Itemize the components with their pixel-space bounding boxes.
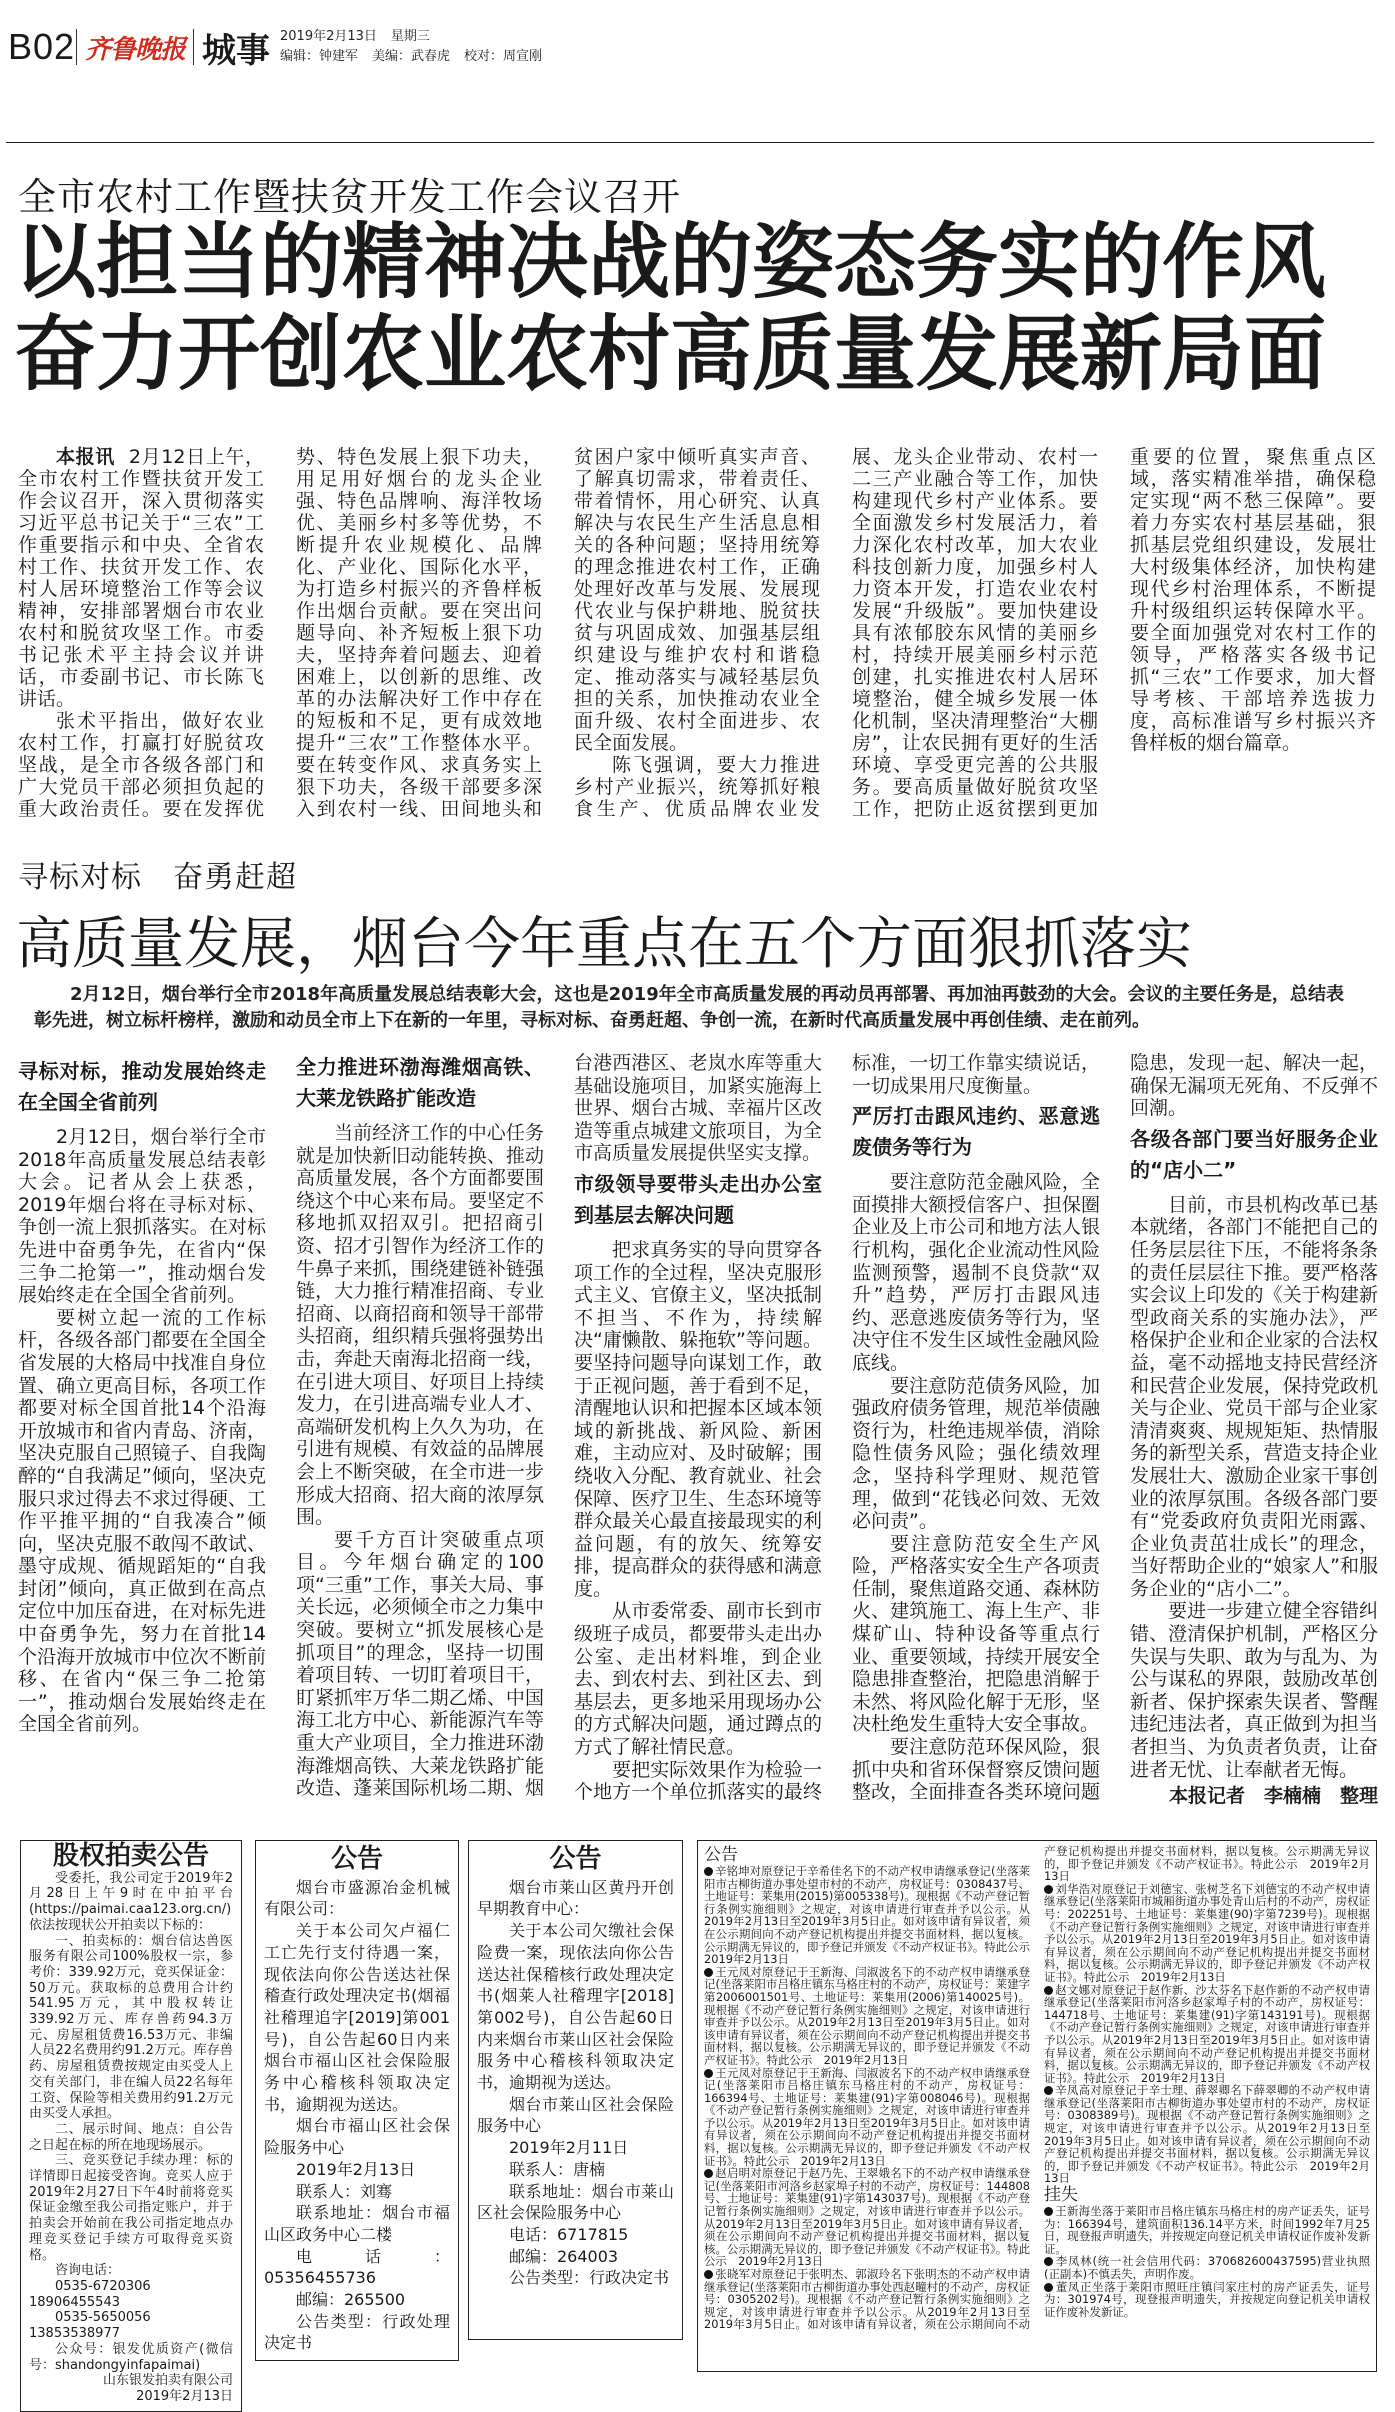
proofreader-credit: 校对：周宣刚 (464, 49, 543, 64)
article2-paragraph: 把求真务实的导向贯穿各项工作的全过程，坚决克服形式主义、官僚主义，坚决抵制不担当、不作为，持续解决“庸懒散、躲拖软”等问题。要坚持问题导向谋划工作，敢于正视问题，善于看到不足，清醒地认识和把握本区域本领域的新挑战、新风险、新困难，主动应对、及时破解；围绕收入分配、教育就业、社会保障、医疗卫生、生态环境等群众最关心最直接最现实的利益问题，有的放矢、统筹安排，提高群众的获得感和满意度。 (574, 1238, 822, 1600)
auction-date: 2019年2月13日 (136, 2388, 233, 2404)
notice-paragraph: 烟台市福山区社会保险服务中心 (264, 2116, 450, 2158)
classifieds-heading-notice: 公告 (704, 1845, 738, 1865)
notice-paragraph: 邮编：265500 (296, 2290, 406, 2310)
notice-paragraph-list (477, 1877, 674, 2289)
divider (193, 29, 194, 65)
notice-paragraph: 公告类型：行政处理决定书 (264, 2311, 450, 2353)
notice-paragraph: 三、竞买登记手续办理：标的详情即日起接受咨询。竞买人应于2019年2月27日下午4时前将竞买保证金缴至我公司指定账户，并于拍卖会开始前在我公司指定地点办理竞买登记手续方可取得竞买资格。 (29, 2153, 233, 2263)
lost-item (1044, 2255, 1370, 2280)
item-text: 王元凤对原登记于王新海、闫淑波名下的不动产权申请继承登记(坐落莱阳市吕格庄镇东马格庄村的不动产，房权证号：166394号、土地证号：莱集建(91)字第008046号)。现根据《不动产登记暂行条例实施细则》之规定，对该申请进行审查并予以公示。从2019年2月13日至2019年3月5日止。如对该申请有异议者，须在公示期间向不动产登记机构提出并提交书面材料，据以复核。公示期满无异议的，即予登记并颁发《不动产权证书》。特此公示 2019年2月13日 (704, 2065, 1030, 2168)
notice-paragraph: 电话：05356455736 (264, 2246, 450, 2288)
issue-weekday: 星期三 (390, 29, 430, 44)
bullet-icon (1044, 2283, 1053, 2292)
notice-paragraph: 关于本公司欠缴社会保险费一案，现依法向你公告送达社保稽核行政处理决定书(烟莱人社稽理字[2018]第002号)，自公告起60日内来烟台市莱山区社会保险服务中心稽核科领取决定书，逾期视为送达。 (477, 1921, 674, 2093)
bullet-icon (704, 1867, 713, 1876)
item-text: 辛铭坤对原登记于辛希佳名下的不动产权申请继承登记(坐落莱阳市古柳街道办事处望市村的不动产，房权证号：0308437号、土地证号：莱集用(2015)第005338号)。现根据《不动产登记暂行条例实施细则》之规定，对该申请进行审查并予以公示。从2019年2月13日至2019年3月5日止。如对该申请有异议者，须在公示期间向不动产登记机构提出并提交书面材料，据以复核。公示期满无异议的，即予登记并颁发《不动产权证书》。特此公示 2019年2月13日 (704, 1864, 1042, 1967)
subhead: 寻标对标，推动发展始终走在全国全省前列 (18, 1059, 266, 1114)
article2-intro (34, 982, 1344, 1034)
notice-paragraph: 2019年2月13日 (296, 2159, 416, 2179)
issue-meta (280, 27, 556, 67)
notice-paragraph: 电话：6717815 (509, 2224, 629, 2244)
article1-body (18, 446, 1376, 820)
article2-paragraph: 从市委常委、副市长到市级班子成员，都要带头走出办公室、走出材料堆，到企业去、到农村去、到社区去、到基层去，更多地采用现场办公的方式解决问题，通过蹲点的方式了解社情民意。 (574, 1600, 822, 1759)
article2-paragraph: 当前经济工作的中心任务就是加快新旧动能转换、推动高质量发展，各个方面都要围绕这个中心来布局。要坚定不移地抓双招双引。把招商引资、招才引智作为经济工作的牛鼻子来抓，围绕建链补链强链，大力推行精准招商、专业招商、以商招商和领导干部带头招商，组织精兵强将强势出击，奔赴天南海北招商一线，在引进大项目、好项目上持续发力，在引进高端专业人才、高端研发机构上久久为功，在引进有规模、有效益的品牌展会上不断突破，在全市进一步形成大招商、招大商的浓厚氛围。 (296, 1122, 544, 1529)
classified-item (1044, 2084, 1370, 2185)
article2-paragraph: 2月12日，烟台举行全市2018年高质量发展总结表彰大会。记者从会上获悉，2019年烟台将在寻标对标、争创一流上狠抓落实。在对标先进中奋勇争先，在省内“保三争二抢第一”，推动烟台发展始终走在全国全省前列。 (18, 1126, 266, 1307)
article2-paragraph: 要树立起一流的工作标杆，各级各部门都要在全国全省发展的大格局中找准自身位置、确立更高目标，各项工作都要对标全国首批14个沿海开放城市和省内青岛、济南，坚决克服自己照镜子、自我陶醉的“自我满足”倾向，坚决克服只求过得去不求过得硬、工作平推平拥的“自我凑合”倾向，坚决克服不敢闯不敢试、墨守成规、循规蹈矩的“自我封闭”倾向，真正做到在高点定位中加压奋进，在对标先进中奋勇争先，努力在首批14个沿海开放城市中位次不断前移、在省内“保三争二抢第一”，推动烟台发展始终走在全国全省前列。 (18, 1306, 266, 1736)
subhead: 全力推进环渤海潍烟高铁、大莱龙铁路扩能改造 (296, 1055, 544, 1110)
article1-headline-line1: 以担当的精神决战的姿态务实的作风 (14, 215, 1327, 310)
classified-item (704, 1864, 1042, 1967)
article2-headline: 高质量发展，烟台今年重点在五个方面狠抓落实 (16, 912, 1192, 977)
header-rule (6, 142, 1374, 143)
subhead: 各级各部门要当好服务企业的“店小二” (1130, 1126, 1378, 1182)
newspaper-logo: 齐鲁晚报 (85, 34, 186, 65)
page-header (8, 26, 556, 71)
bullet-icon (1044, 2086, 1053, 2095)
byline: 本报记者 李楠楠 整理 (1168, 1785, 1378, 1808)
notice-title: 股权拍卖公告 (52, 1841, 209, 1871)
classified-item (1044, 1984, 1370, 2085)
divider (76, 29, 77, 65)
article2-paragraph: 要千方百计突破重点项目。今年烟台确定的100项“三重”工作，事关大局、事关长远，必须倾全市之力集中突破。要树立“抓发展核心是抓项目”的理念，坚持一切围着项目转、一切盯着项目干，盯紧抓牢万华二期乙烯、中国海工北方中心、新能源汽车等重大产业项目，全力推进环渤海潍烟高铁、大莱龙铁路扩能改造、蓬莱国际机场二期、烟台港西港区、老岚水库等重大基础设施项目，加紧实施海上世界、烟台古城、幸福片区改造等重点城建文旅项目，为全市高质量发展提供坚实支撑。 (296, 1052, 822, 1800)
art-editor-credit: 美编：武春虎 (372, 49, 451, 64)
article2-paragraph-list (1130, 1194, 1378, 1781)
bullet-icon (1044, 1885, 1053, 1894)
article1-paragraph: 张术平指出，做好农业农村工作，打赢打好脱贫攻坚战，是全市各级各部门和广大党员干部必须担负起的重大政治责任。要在发挥优势、特色发展上狠下功夫，用足用好烟台的龙头企业强、特色品牌响、海洋牧场优、美丽乡村多等优势，不断提升农业规模化、品牌化、产业化、国际化水平，为打造乡村振兴的齐鲁样板作出烟台贡献。要在突出问题导向、补齐短板上狠下功夫，坚持奔着问题去、迎着困难上，以创新的思维、改革的办法解决好工作中存在的短板和不足，更有成效地提升“三农”工作整体水平。要在转变作风、求真务实上狠下功夫，各级干部要多深入到农村一线、田间地头和贫困户家中倾听真实声音、了解真切需求，带着责任、带着情怀，用心研究、认真解决与农民生产生活息息相关的各种问题；坚持用统筹的理念推进农村工作，正确处理好改革与发展、发展现代农业与保护耕地、脱贫扶贫与巩固成效、加强基层组织建设与维护农村和谐稳定、推动落实与减轻基层负担的关系，加快推动农业全面升级、农村全面进步、农民全面发展。 (18, 446, 820, 820)
notice-paragraph: 烟台市莱山区社会保险服务中心 (477, 2094, 674, 2136)
lost-item (1044, 2205, 1370, 2255)
issue-date: 2019年2月13日 (280, 29, 377, 44)
equity-auction-notice (20, 1840, 242, 2412)
item-text: 李凤林(统一社会信用代码：370682600437595)营业执照(正副本)不慎丢失，声明作废。 (1044, 2254, 1370, 2281)
article1-kicker: 全市农村工作暨扶贫开发工作会议召开 (18, 175, 682, 219)
auction-company: 山东银发拍卖有限公司 (102, 2373, 233, 2389)
bullet-icon (1044, 2257, 1053, 2266)
bullet-icon (704, 2169, 713, 2178)
article1-lead-paragraph (18, 446, 264, 710)
article2-kicker: 寻标对标 奋勇赶超 (18, 860, 297, 895)
classified-item (704, 2067, 1030, 2168)
section-name: 城事 (202, 30, 271, 71)
bullet-icon (704, 2069, 713, 2078)
notice-title: 公告 (549, 1844, 602, 1874)
lost-item-list (1044, 2205, 1370, 2318)
notice-paragraph: 联系人：刘骞 (296, 2181, 393, 2201)
article2-body (18, 1052, 1378, 1808)
editor-credit: 编辑：钟建军 (280, 49, 359, 64)
notice-paragraph: 咨询电话： (55, 2263, 121, 2279)
item-text: 刘华浩对原登记于刘德宝、张树芝名下刘德宝的不动产权申请继承登记(坐落莱阳市城厢街道办事处青山后村的不动产，房权证号：202251号、土地证号：莱集建(90)字第7239号)。现根据《不动产登记暂行条例实施细则》之规定，对该申请进行审查并予以公示。从2019年2月13日至2019年3月5日止。如对该申请有异议者，须在公示期间向不动产登记机构提出并提交书面材料，据以复核。公示期满无异议的，即予登记并颁发《不动产权证书》。特此公示 2019年2月13日 (1044, 1881, 1370, 1984)
article2-paragraph-list (18, 1126, 266, 1736)
laishan-social-insurance-notice (468, 1840, 683, 2340)
article2-paragraph: 要注意防范环保风险，狠抓中央和省环保督察反馈问题整改，全面排查各类环境问题隐患，发现一起、解决一起，确保无漏项无死角、不反弹不回潮。 (852, 1052, 1378, 1804)
notice-paragraph: 受委托，我公司定于2019年2月28日上午9时在中拍平台(https://paimai.caa123.org.cn/)依法按现状公开拍卖以下标的： (29, 1870, 233, 1933)
item-text: 赵文娜对原登记于赵作新、沙太芬名下赵作新的不动产权申请继承登记(坐落莱阳市河洛乡赵家埠子村的不动产，房权证号：144718号、土地证号：莱集建(91)字第143191号)。现根据《不动产登记暂行条例实施细则》之规定，对该申请进行审查并予以公示。从2019年2月13日至2019年3月5日止。如对该申请有异议者，须在公示期间向不动产登记机构提出并提交书面材料，据以复核。公示期满无异议的，即予登记并颁发《不动产权证书》。特此公示 2019年2月13日 (1044, 1982, 1370, 2085)
article2-paragraph: 要进一步建立健全容错纠错、澄清保护机制，严格区分失误与失职、敢为与乱为、为公与谋私的界限，鼓励改革创新者、保护探索失误者、警醒违纪违法者，真正做到为担当者担当、为负责者负责，让奋进者无忧、让奉献者无悔。 (1130, 1600, 1378, 1781)
page-number: B02 (8, 26, 76, 67)
item-text: 王新海坐落于莱阳市吕格庄镇东马格庄村的房产证丢失，证号为：166394号，建筑面积136.14平方米，时间1992年7月25日，现登报声明遗失，并按规定向登记机关申请权证作废补发新证。 (1044, 2204, 1370, 2256)
item-text: 王元凤对原登记于王新海、闫淑波名下的不动产权申请继承登记(坐落莱阳市吕格庄镇东马格庄村的不动产，房权证号：莱建字第2006001501号、土地证号：莱集用(2006)第140025号)。现根据《不动产登记暂行条例实施细则》之规定，对该申请进行审查并予以公示。从2019年2月13日至2019年3月5日止。如对该申请有异议者，须在公示期间向不动产登记机构提出并提交书面材料，据以复核。公示期满无异议的，即予登记并颁发《不动产权证书》。特此公示 2019年2月13日 (704, 1964, 1030, 2067)
article2-paragraph: 要注意防范债务风险，加强政府债务管理，规范举债融资行为，杜绝违规举债，消除隐性债务风险；强化绩效理念，坚持科学理财、规范管理，做到“花钱必问效、无效必问责”。 (852, 1374, 1100, 1533)
classified-item (704, 2167, 1030, 2268)
bullet-icon (704, 2270, 713, 2279)
notice-paragraph: 0535-6720306 18906455543 (29, 2278, 164, 2310)
article2-paragraph: 要注意防范安全生产风险，严格落实安全生产各项责任制，聚焦道路交通、森林防火、建筑施工、海上生产、非煤矿山、特种设备等重点行业、重要领域，持续开展安全隐患排查整治，把隐患消解于未然、将风险化解于无形，坚决杜绝发生重特大安全事故。 (852, 1532, 1100, 1736)
notice-paragraph: 联系地址：烟台市福山区政务中心二楼 (264, 2203, 450, 2244)
notice-paragraph: 烟台市莱山区黄丹开创早期教育中心： (477, 1877, 674, 1919)
item-text: 张晓军对原登记于张明杰、郭淑玲名下张明杰的不动产权申请继承登记(坐落莱阳市古柳街道办事处西赵疃村的不动产，房权证号：0305202号)。现根据《不动产登记暂行条例实施细则》之规定，对该申请进行审查并予以公示。从2019年2月13日至2019年3月5日止。如对该申请有异议者，须在公示期间向不动产登记机构提出并提交书面材料，据以复核。公示期满无异议的，即予登记并颁发《不动产权证书》。特此公示 2019年2月13日 (704, 1844, 1370, 2332)
item-text: 辛凤高对原登记于辛士理、薛翠卿名下薛翠卿的不动产权申请继承登记(坐落莱阳市古柳街道办事处望市村的不动产，房权证号：0308389号)。现根据《不动产登记暂行条例实施细则》之规定，对该申请进行审查并予以公示。从2019年2月13日至2019年3月5日止。如对该申请有异议者，须在公示期间向不动产登记机构提出并提交书面材料，据以复核。公示期满无异议的，即予登记并颁发《不动产权证书》。特此公示 2019年2月13日 (1044, 2083, 1370, 2186)
lead-text: 2月12日上午，全市农村工作暨扶贫开发工作会议召开，深入贯彻落实习近平总书记关于“三农”工作重要指示和中央、全省农村工作、扶贫开发工作、农村人居环境整治工作等会议精神，安排部署烟台市农业农村和脱贫攻坚工作。市委书记张术平主持会议并讲话，市委副书记、市长陈飞讲话。 (18, 446, 264, 710)
item-text: 赵启明对原登记于赵乃先、王翠娥名下的不动产权申请继承登记(坐落莱阳市河洛乡赵家埠子村的不动产，房权证号：144808号、土地证号：莱集建(91)字第143037号)。现根据《不动产登记暂行条例实施细则》之规定，对该申请进行审查并予以公示。从2019年2月13日至2019年3月5日止。如对该申请有异议者，须在公示期间向不动产登记机构提出并提交书面材料，据以复核。公示期满无异议的，即予登记并颁发《不动产权证书》。特此公示 2019年2月13日 (704, 2166, 1030, 2269)
subhead: 市级领导要带头走出办公室到基层去解决问题 (574, 1171, 822, 1227)
dateline-label: 本报讯 (56, 446, 115, 468)
notice-paragraph: 邮编：264003 (509, 2246, 619, 2266)
article2-paragraph: 要注意防范金融风险，全面摸排大额授信客户、担保圈企业及上市公司和地方法人银行机构，强化企业流动性风险监测预警，遏制不良贷款“双升”趋势，严厉打击跟风违约、恶意逃废债务等行为，坚决守住不发生区域性金融风险底线。 (852, 1171, 1100, 1374)
notice-paragraph: 联系人：唐楠 (509, 2159, 606, 2179)
classified-item (1044, 1883, 1370, 1984)
notice-paragraph: 一、拍卖标的：烟台信达兽医服务有限公司100%股权一宗，参考价：339.92万元，竞买保证金：50万元。获取标的总费用合计约541.95万元，其中股权转让339.92万元、库存兽药94.3万元、房屋租赁费16.53万元、非编人员22名费用约91.2万元。库存兽药、房屋租赁费按规定由买受人上交有关部门，非在编人员22名每年工资、保险等相关费用约91.2万元由买受人承担。 (29, 1933, 233, 2122)
notice-paragraph: 0535-5650056 13853538977 (29, 2310, 164, 2342)
subhead: 严厉打击跟风违约、恶意逃废债务等行为 (852, 1104, 1100, 1160)
classifieds-box (697, 1840, 1377, 2372)
notice-paragraph-list (29, 1871, 233, 2374)
article2-paragraph: 目前，市县机构改革已基本就绪，各部门不能把自己的任务层层往下压，不能将条条的责任层层往下推。要严格落实会议上印发的《关于构建新型政商关系的实施办法》，严格保护企业和企业家的合法权益，毫不动摇地支持民营经济和民营企业发展，保持党政机关与企业、党员干部与企业家清清爽爽、规规矩矩、热情服务的新型关系，营造支持企业发展壮大、激励企业家干事创业的浓厚氛围。各级各部门要有“党委政府负责阳光雨露、企业负责茁壮成长”的理念，当好帮助企业的“娘家人”和服务企业的“店小二”。 (1130, 1193, 1378, 1600)
item-text: 董凤正坐落于莱阳市照旺庄镇闫家庄村的房产证丢失，证号为：301974号，现登报声明遗失，并按规定向登记机关申请权证作废补发新证。 (1044, 2279, 1370, 2319)
bullet-icon (1044, 2207, 1053, 2216)
notice-paragraph-list (264, 1877, 450, 2354)
article2-paragraph: 要把实际效果作为检验一个地方一个单位抓落实的最终标准，一切工作靠实绩说话，一切成果用尺度衡量。 (574, 1052, 1100, 1804)
bullet-icon (704, 1968, 713, 1977)
notice-paragraph: 二、展示时间、地点：自公告之日起在标的所在地现场展示。 (29, 2121, 233, 2153)
notice-paragraph: 公告类型：行政决定书 (509, 2268, 670, 2288)
classifieds-heading-lost: 挂失 (1044, 2185, 1078, 2206)
notice-paragraph: 联系地址：烟台市莱山区社会保险服务中心 (477, 2181, 674, 2223)
lost-item (1044, 2281, 1370, 2319)
notice-title: 公告 (330, 1844, 383, 1874)
article1-paragraph: 陈飞强调，要大力推进乡村产业振兴，统筹抓好粮食生产、优质品牌农业发展、龙头企业带动、农村一二三产业融合等工作，加快构建现代乡村产业体系。要全面激发乡村发展活力，着力深化农村改革，加大农业科技创新力度，加强乡村人力资本开发，打造农业农村发展“升级版”。要加快建设具有浓郁胶东风情的美丽乡村，持续开展美丽乡村示范创建，扎实推进农村人居环境整治，健全城乡发展一体化机制，坚决清理整治“大棚房”，让农民拥有更好的生活环境、享受更完善的公共服务。要高质量做好脱贫攻坚工作，把防止返贫摆到更加重要的位置，聚焦重点区域，落实精准举措，确保稳定实现“两不愁三保障”。要着力夯实农村基层基础，狠抓基层党组织建设，发展壮大村级集体经济，加快构建现代乡村治理体系，不断提升村级组织运转保障水平。要全面加强党对农村工作的领导，严格落实各级书记抓“三农”工作要求，加大督导考核、干部培养选拔力度，高标准谱写乡村振兴齐鲁样板的烟台篇章。 (574, 446, 1376, 820)
notice-paragraph: 公众号：银发优质资产(微信号：shandongyinfapaimai) (29, 2341, 233, 2373)
article1-headline-line2: 奋力开创农业农村高质量发展新局面 (14, 307, 1327, 402)
classified-item (704, 1966, 1030, 2067)
notice-paragraph: 2019年2月11日 (509, 2138, 629, 2158)
notice-paragraph: 关于本公司欠卢福仁工亡先行支付待遇一案，现依法向你公告送达社保稽查行政处理决定书(烟福社稽理追字[2019]第001号)，自公告起60日内来烟台市福山区社会保险服务中心稽核科领取决定书，逾期视为送达。 (264, 1921, 450, 2114)
fushan-social-insurance-notice (255, 1840, 459, 2361)
notice-paragraph: 烟台市盛源冶金机械有限公司： (264, 1877, 450, 1919)
bullet-icon (1044, 1986, 1053, 1995)
intro-text: 2月12日，烟台举行全市2018年高质量发展总结表彰大会，这也是2019年全市高质量发展的再动员再部署、再加油再鼓劲的大会。会议的主要任务是，总结表彰先进，树立标杆榜样，激励和动员全市上下在新的一年里，寻标对标、奋勇赶超、争创一流，在新时代高质量发展中再创佳绩、走在前列。 (34, 984, 1344, 1031)
